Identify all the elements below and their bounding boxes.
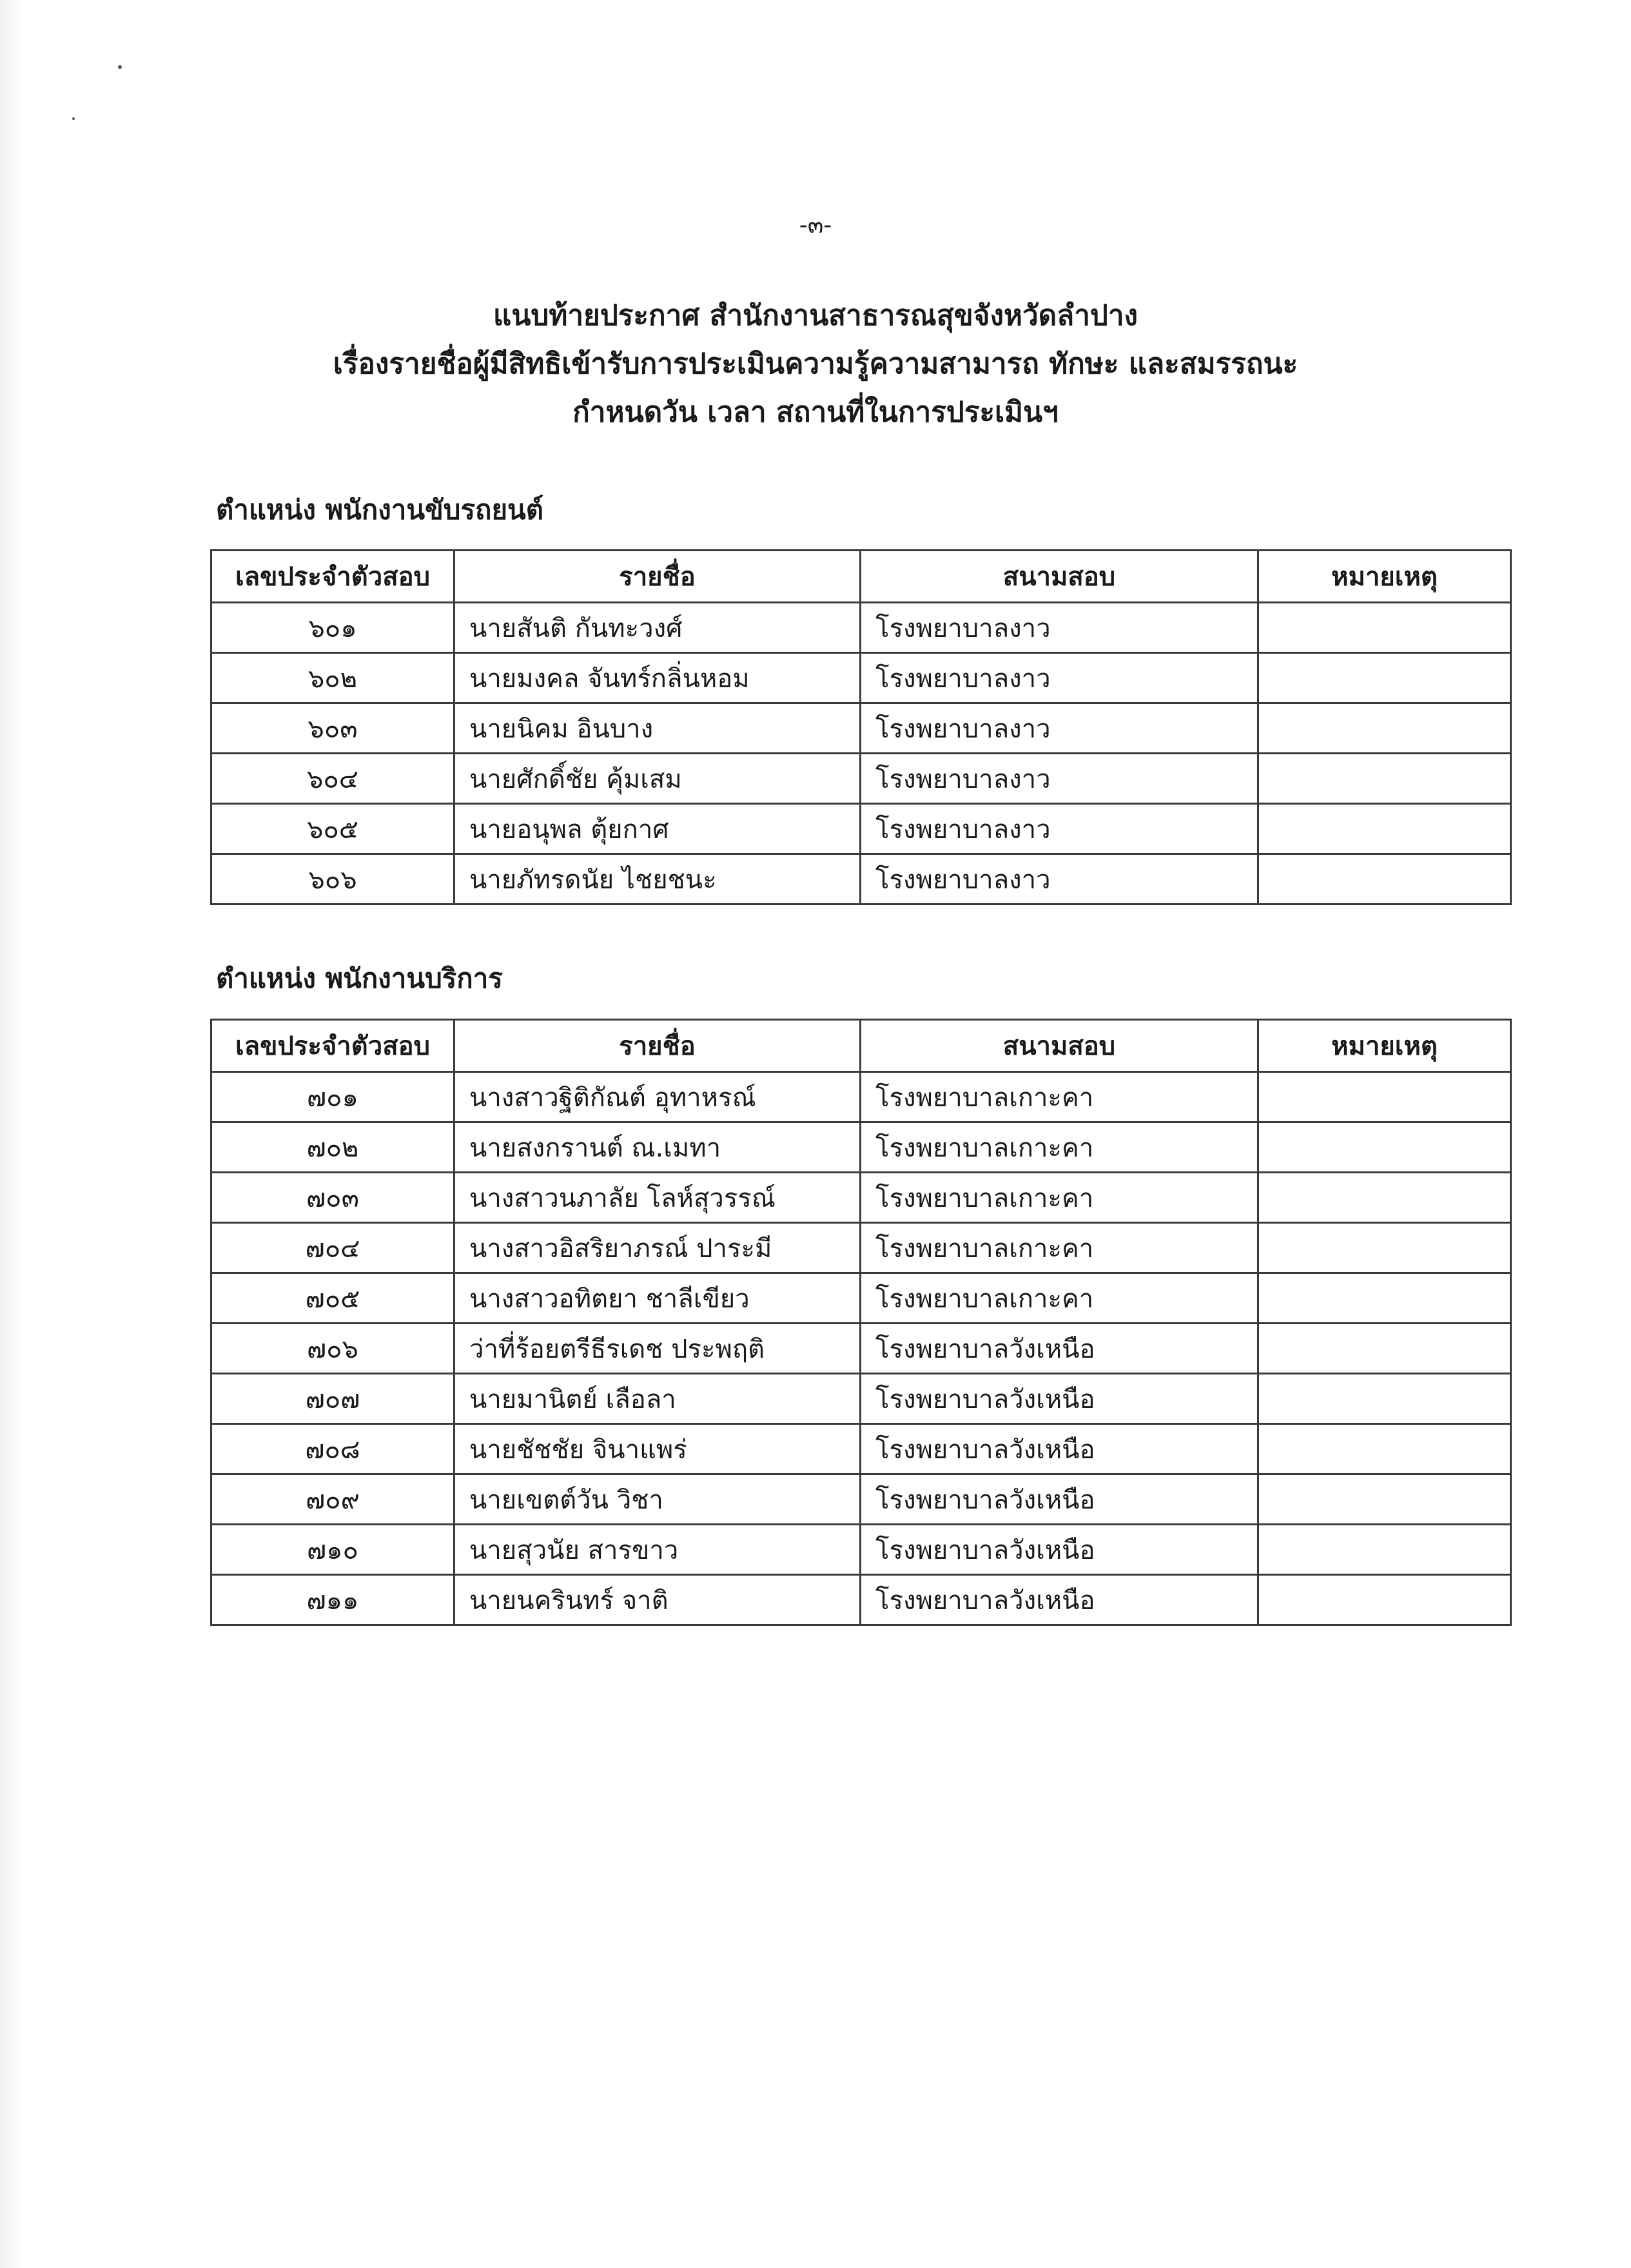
remarks-cell (1258, 1424, 1511, 1474)
remarks-cell (1258, 1072, 1511, 1122)
heading-line-3: กำหนดวัน เวลา สถานที่ในการประเมินฯ (572, 396, 1059, 429)
service-table (210, 1019, 1512, 1626)
section-title-service: ตำแหน่ง พนักงานบริการ (216, 963, 503, 994)
name-cell: นายนครินทร์ จาติ (454, 1575, 861, 1625)
venue-cell: โรงพยาบาลวังเหนือ (861, 1324, 1258, 1374)
scan-speck (72, 117, 75, 120)
table-row (211, 1424, 1511, 1474)
name-cell: นางสาวนภาลัย โลห์สุวรรณ์ (454, 1173, 861, 1223)
exam-id-cell: ๗๐๓ (211, 1173, 454, 1223)
remarks-cell (1258, 1575, 1511, 1625)
column-header-venue: สนามสอบ (861, 551, 1258, 603)
venue-cell: โรงพยาบาลเกาะคา (861, 1072, 1258, 1122)
venue-cell: โรงพยาบาลวังเหนือ (861, 1525, 1258, 1575)
drivers-table (210, 549, 1512, 905)
name-cell: นายสงกรานต์ ณ.เมทา (454, 1122, 861, 1173)
scan-edge-shadow (0, 0, 22, 2268)
venue-cell: โรงพยาบาลงาว (861, 754, 1258, 804)
column-header-remarks: หมายเหตุ (1258, 1020, 1511, 1072)
venue-cell: โรงพยาบาลเกาะคา (861, 1173, 1258, 1223)
name-cell: นางสาวฐิติกัณต์ อุทาหรณ์ (454, 1072, 861, 1122)
name-cell: นายมงคล จันทร์กลิ่นหอม (454, 653, 861, 703)
remarks-cell (1258, 1525, 1511, 1575)
table-row (211, 1173, 1511, 1223)
table-row (211, 1223, 1511, 1273)
venue-cell: โรงพยาบาลวังเหนือ (861, 1374, 1258, 1424)
venue-cell: โรงพยาบาลงาว (861, 703, 1258, 754)
venue-cell: โรงพยาบาลเกาะคา (861, 1223, 1258, 1273)
table-row (211, 1525, 1511, 1575)
exam-id-cell: ๖๐๔ (211, 754, 454, 804)
name-cell: นายสุวนัย สารขาว (454, 1525, 861, 1575)
exam-id-cell: ๗๑๐ (211, 1525, 454, 1575)
table-row (211, 1474, 1511, 1525)
exam-id-cell: ๗๐๙ (211, 1474, 454, 1525)
heading-line-2: เรื่องรายชื่อผู้มีสิทธิเข้ารับการประเมินความรู้ความสามารถ ทักษะ และสมรรถนะ (333, 347, 1298, 380)
scan-speck (118, 65, 122, 69)
venue-cell: โรงพยาบาลเกาะคา (861, 1273, 1258, 1324)
remarks-cell (1258, 1324, 1511, 1374)
exam-id-cell: ๗๐๒ (211, 1122, 454, 1173)
remarks-cell (1258, 1122, 1511, 1173)
column-header-name: รายชื่อ (454, 1020, 861, 1072)
table-row (211, 1575, 1511, 1625)
exam-id-cell: ๖๐๖ (211, 854, 454, 904)
section-title-drivers: ตำแหน่ง พนักงานขับรถยนต์ (216, 494, 544, 525)
table-header-row (211, 551, 1511, 603)
table-row (211, 1273, 1511, 1324)
name-cell: นายสันติ กันทะวงศ์ (454, 603, 861, 653)
exam-id-cell: ๗๐๑ (211, 1072, 454, 1122)
column-header-exam-id: เลขประจำตัวสอบ (211, 551, 454, 603)
table-row (211, 854, 1511, 904)
exam-id-cell: ๖๐๒ (211, 653, 454, 703)
name-cell: นายภัทรดนัย ไชยชนะ (454, 854, 861, 904)
name-cell: นางสาวอิสริยาภรณ์ ปาระมี (454, 1223, 861, 1273)
name-cell: นายอนุพล ตุ้ยกาศ (454, 804, 861, 854)
exam-id-cell: ๗๐๗ (211, 1374, 454, 1424)
exam-id-cell: ๖๐๑ (211, 603, 454, 653)
exam-id-cell: ๗๐๖ (211, 1324, 454, 1374)
exam-id-cell: ๖๐๓ (211, 703, 454, 754)
exam-id-cell: ๗๑๑ (211, 1575, 454, 1625)
exam-id-cell: ๗๐๔ (211, 1223, 454, 1273)
remarks-cell (1258, 1173, 1511, 1223)
column-header-exam-id: เลขประจำตัวสอบ (211, 1020, 454, 1072)
name-cell: นายศักดิ์ชัย คุ้มเสม (454, 754, 861, 804)
exam-id-cell: ๗๐๕ (211, 1273, 454, 1324)
table-row (211, 1324, 1511, 1374)
name-cell: นายมานิตย์ เลือลา (454, 1374, 861, 1424)
table-row (211, 603, 1511, 653)
venue-cell: โรงพยาบาลงาว (861, 653, 1258, 703)
table-header-row (211, 1020, 1511, 1072)
remarks-cell (1258, 804, 1511, 854)
exam-id-cell: ๗๐๘ (211, 1424, 454, 1474)
exam-id-cell: ๖๐๕ (211, 804, 454, 854)
name-cell: นายเขตต์วัน วิชา (454, 1474, 861, 1525)
table-row (211, 1122, 1511, 1173)
remarks-cell (1258, 1273, 1511, 1324)
remarks-cell (1258, 754, 1511, 804)
remarks-cell (1258, 703, 1511, 754)
name-cell: ว่าที่ร้อยตรีธีรเดช ประพฤติ (454, 1324, 861, 1374)
column-header-venue: สนามสอบ (861, 1020, 1258, 1072)
column-header-remarks: หมายเหตุ (1258, 551, 1511, 603)
table-row (211, 1374, 1511, 1424)
venue-cell: โรงพยาบาลงาว (861, 804, 1258, 854)
remarks-cell (1258, 653, 1511, 703)
table-row (211, 754, 1511, 804)
venue-cell: โรงพยาบาลเกาะคา (861, 1122, 1258, 1173)
name-cell: นางสาวอทิตยา ชาลีเขียว (454, 1273, 861, 1324)
venue-cell: โรงพยาบาลงาว (861, 854, 1258, 904)
table-row (211, 804, 1511, 854)
venue-cell: โรงพยาบาลวังเหนือ (861, 1474, 1258, 1525)
remarks-cell (1258, 603, 1511, 653)
column-header-name: รายชื่อ (454, 551, 861, 603)
name-cell: นายนิคม อินบาง (454, 703, 861, 754)
table-row (211, 1072, 1511, 1122)
remarks-cell (1258, 1474, 1511, 1525)
heading-line-1: แนบท้ายประกาศ สำนักงานสาธารณสุขจังหวัดลำปาง (493, 299, 1138, 332)
venue-cell: โรงพยาบาลวังเหนือ (861, 1575, 1258, 1625)
table-row (211, 703, 1511, 754)
page-number: -๓- (799, 212, 832, 239)
name-cell: นายชัชชัย จินาแพร่ (454, 1424, 861, 1474)
venue-cell: โรงพยาบาลงาว (861, 603, 1258, 653)
venue-cell: โรงพยาบาลวังเหนือ (861, 1424, 1258, 1474)
remarks-cell (1258, 1374, 1511, 1424)
table-row (211, 653, 1511, 703)
remarks-cell (1258, 1223, 1511, 1273)
remarks-cell (1258, 854, 1511, 904)
